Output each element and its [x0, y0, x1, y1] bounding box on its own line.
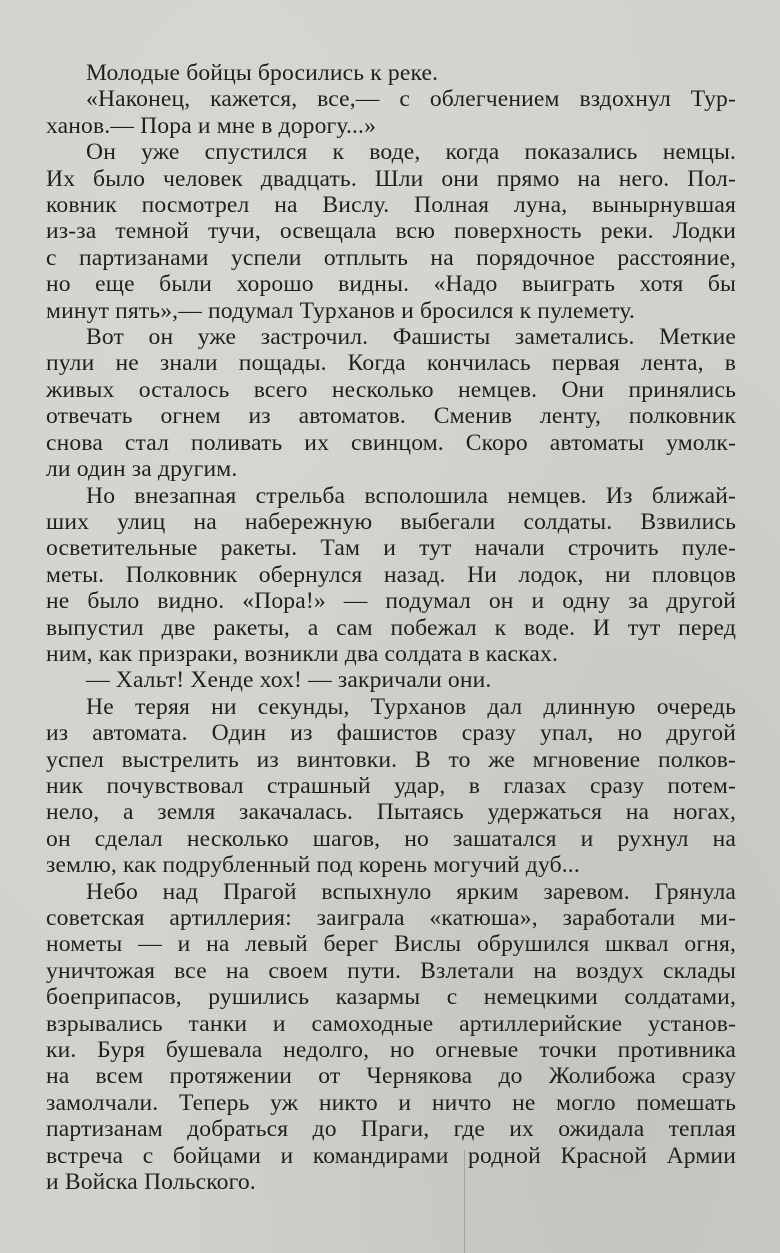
text-line: нометы — и на левый берег Вислы обрушился шквал огня,	[46, 931, 736, 958]
text-line: — Хальт! Хенде хох! — закричали они.	[86, 667, 492, 694]
text-line: нело, а земля закачалась. Пытаясь удержаться на ногах,	[46, 799, 736, 826]
paragraph	[46, 60, 736, 86]
text-line: Но внезапная стрельба всполошила немцев. Из ближай-	[86, 482, 736, 509]
paragraph	[46, 86, 736, 139]
text-line: ки. Буря бушевала недолго, но огневые точки противника	[46, 1037, 736, 1064]
text-line: живых осталось всего несколько немцев. Они принялись	[46, 376, 736, 403]
text-line: из-за темной тучи, освещала всю поверхность реки. Лодки	[46, 218, 736, 245]
text-line: пули не знали пощады. Когда кончилась первая лента, в	[46, 350, 736, 377]
text-line: выпустил две ракеты, а сам побежал к воде. И тут перед	[46, 614, 736, 641]
paragraph	[46, 139, 736, 324]
text-line: встреча с бойцами и командирами родной Красной Армии	[46, 1142, 736, 1169]
paragraph	[46, 483, 736, 668]
text-line: партизанам добраться до Праги, где их ожидала теплая	[46, 1116, 736, 1143]
text-line: успел выстрелить из винтовки. В то же мгновение полков-	[46, 746, 736, 773]
text-line: уничтожая все на своем пути. Взлетали на воздух склады	[46, 957, 736, 984]
text-line: ли один за другим.	[46, 456, 238, 483]
text-line: ник почувствовал страшный удар, в глазах сразу потем-	[46, 772, 736, 799]
text-line: меты. Полковник обернулся назад. Ни лодок, ни пловцов	[46, 561, 736, 588]
text-line: минут пять»,— подумал Турханов и бросился к пулемету.	[46, 297, 636, 324]
text-line: но еще были хорошо видны. «Надо выиграть хотя бы	[46, 271, 736, 298]
paragraph	[46, 694, 736, 879]
text-line: ших улиц на набережную выбегали солдаты. Взвились	[46, 508, 736, 535]
paragraph	[46, 667, 736, 693]
text-line: снова стал поливать их свинцом. Скоро автоматы умолк-	[46, 429, 736, 456]
text-line: на всем протяжении от Чернякова до Жолибожа сразу	[46, 1063, 736, 1090]
text-line: Их было человек двадцать. Шли они прямо на него. Пол-	[46, 165, 736, 192]
text-line: ханов.— Пора и мне в дорогу...»	[46, 112, 377, 139]
body-text	[46, 60, 736, 1195]
text-line: Он уже спустился к воде, когда показались немцы.	[86, 139, 736, 166]
paragraph	[46, 324, 736, 482]
paragraph	[46, 879, 736, 1196]
text-line: с партизанами успели отплыть на порядочное расстояние,	[46, 244, 736, 271]
text-line: ковник посмотрел на Вислу. Полная луна, вынырнувшая	[46, 192, 736, 219]
text-line: Молодые бойцы бросились к реке.	[86, 60, 439, 86]
text-line: ним, как призраки, возникли два солдата в касках.	[46, 640, 559, 667]
text-line: отвечать огнем из автоматов. Сменив ленту, полковник	[46, 403, 736, 430]
text-line: Не теряя ни секунды, Турханов дал длинную очередь	[86, 693, 736, 720]
text-line: из автомата. Один из фашистов сразу упал, но другой	[46, 720, 736, 747]
text-line: «Наконец, кажется, все,— с облегчением вздохнул Тур-	[86, 86, 736, 113]
text-line: землю, как подрубленный под корень могучий дуб...	[46, 852, 580, 879]
text-line: не было видно. «Пора!» — подумал он и одну за другой	[46, 588, 736, 615]
text-line: Небо над Прагой вспыхнуло ярким заревом. Грянула	[86, 878, 736, 905]
text-line: боеприпасов, рушились казармы с немецкими солдатами,	[46, 984, 736, 1011]
text-line: советская артиллерия: заиграла «катюша», заработали ми-	[46, 905, 736, 931]
text-line: Вот он уже застрочил. Фашисты заметались. Меткие	[86, 324, 736, 351]
text-line: замолчали. Теперь уж никто и ничто не могло помешать	[46, 1089, 736, 1116]
text-line: и Войска Польского.	[46, 1169, 256, 1196]
text-line: осветительные ракеты. Там и тут начали строчить пуле-	[46, 535, 736, 562]
text-line: он сделал несколько шагов, но зашатался и рухнул на	[46, 825, 736, 852]
text-line: взрывались танки и самоходные артиллерийские установ-	[46, 1010, 736, 1037]
paper-crease	[464, 1150, 465, 1253]
